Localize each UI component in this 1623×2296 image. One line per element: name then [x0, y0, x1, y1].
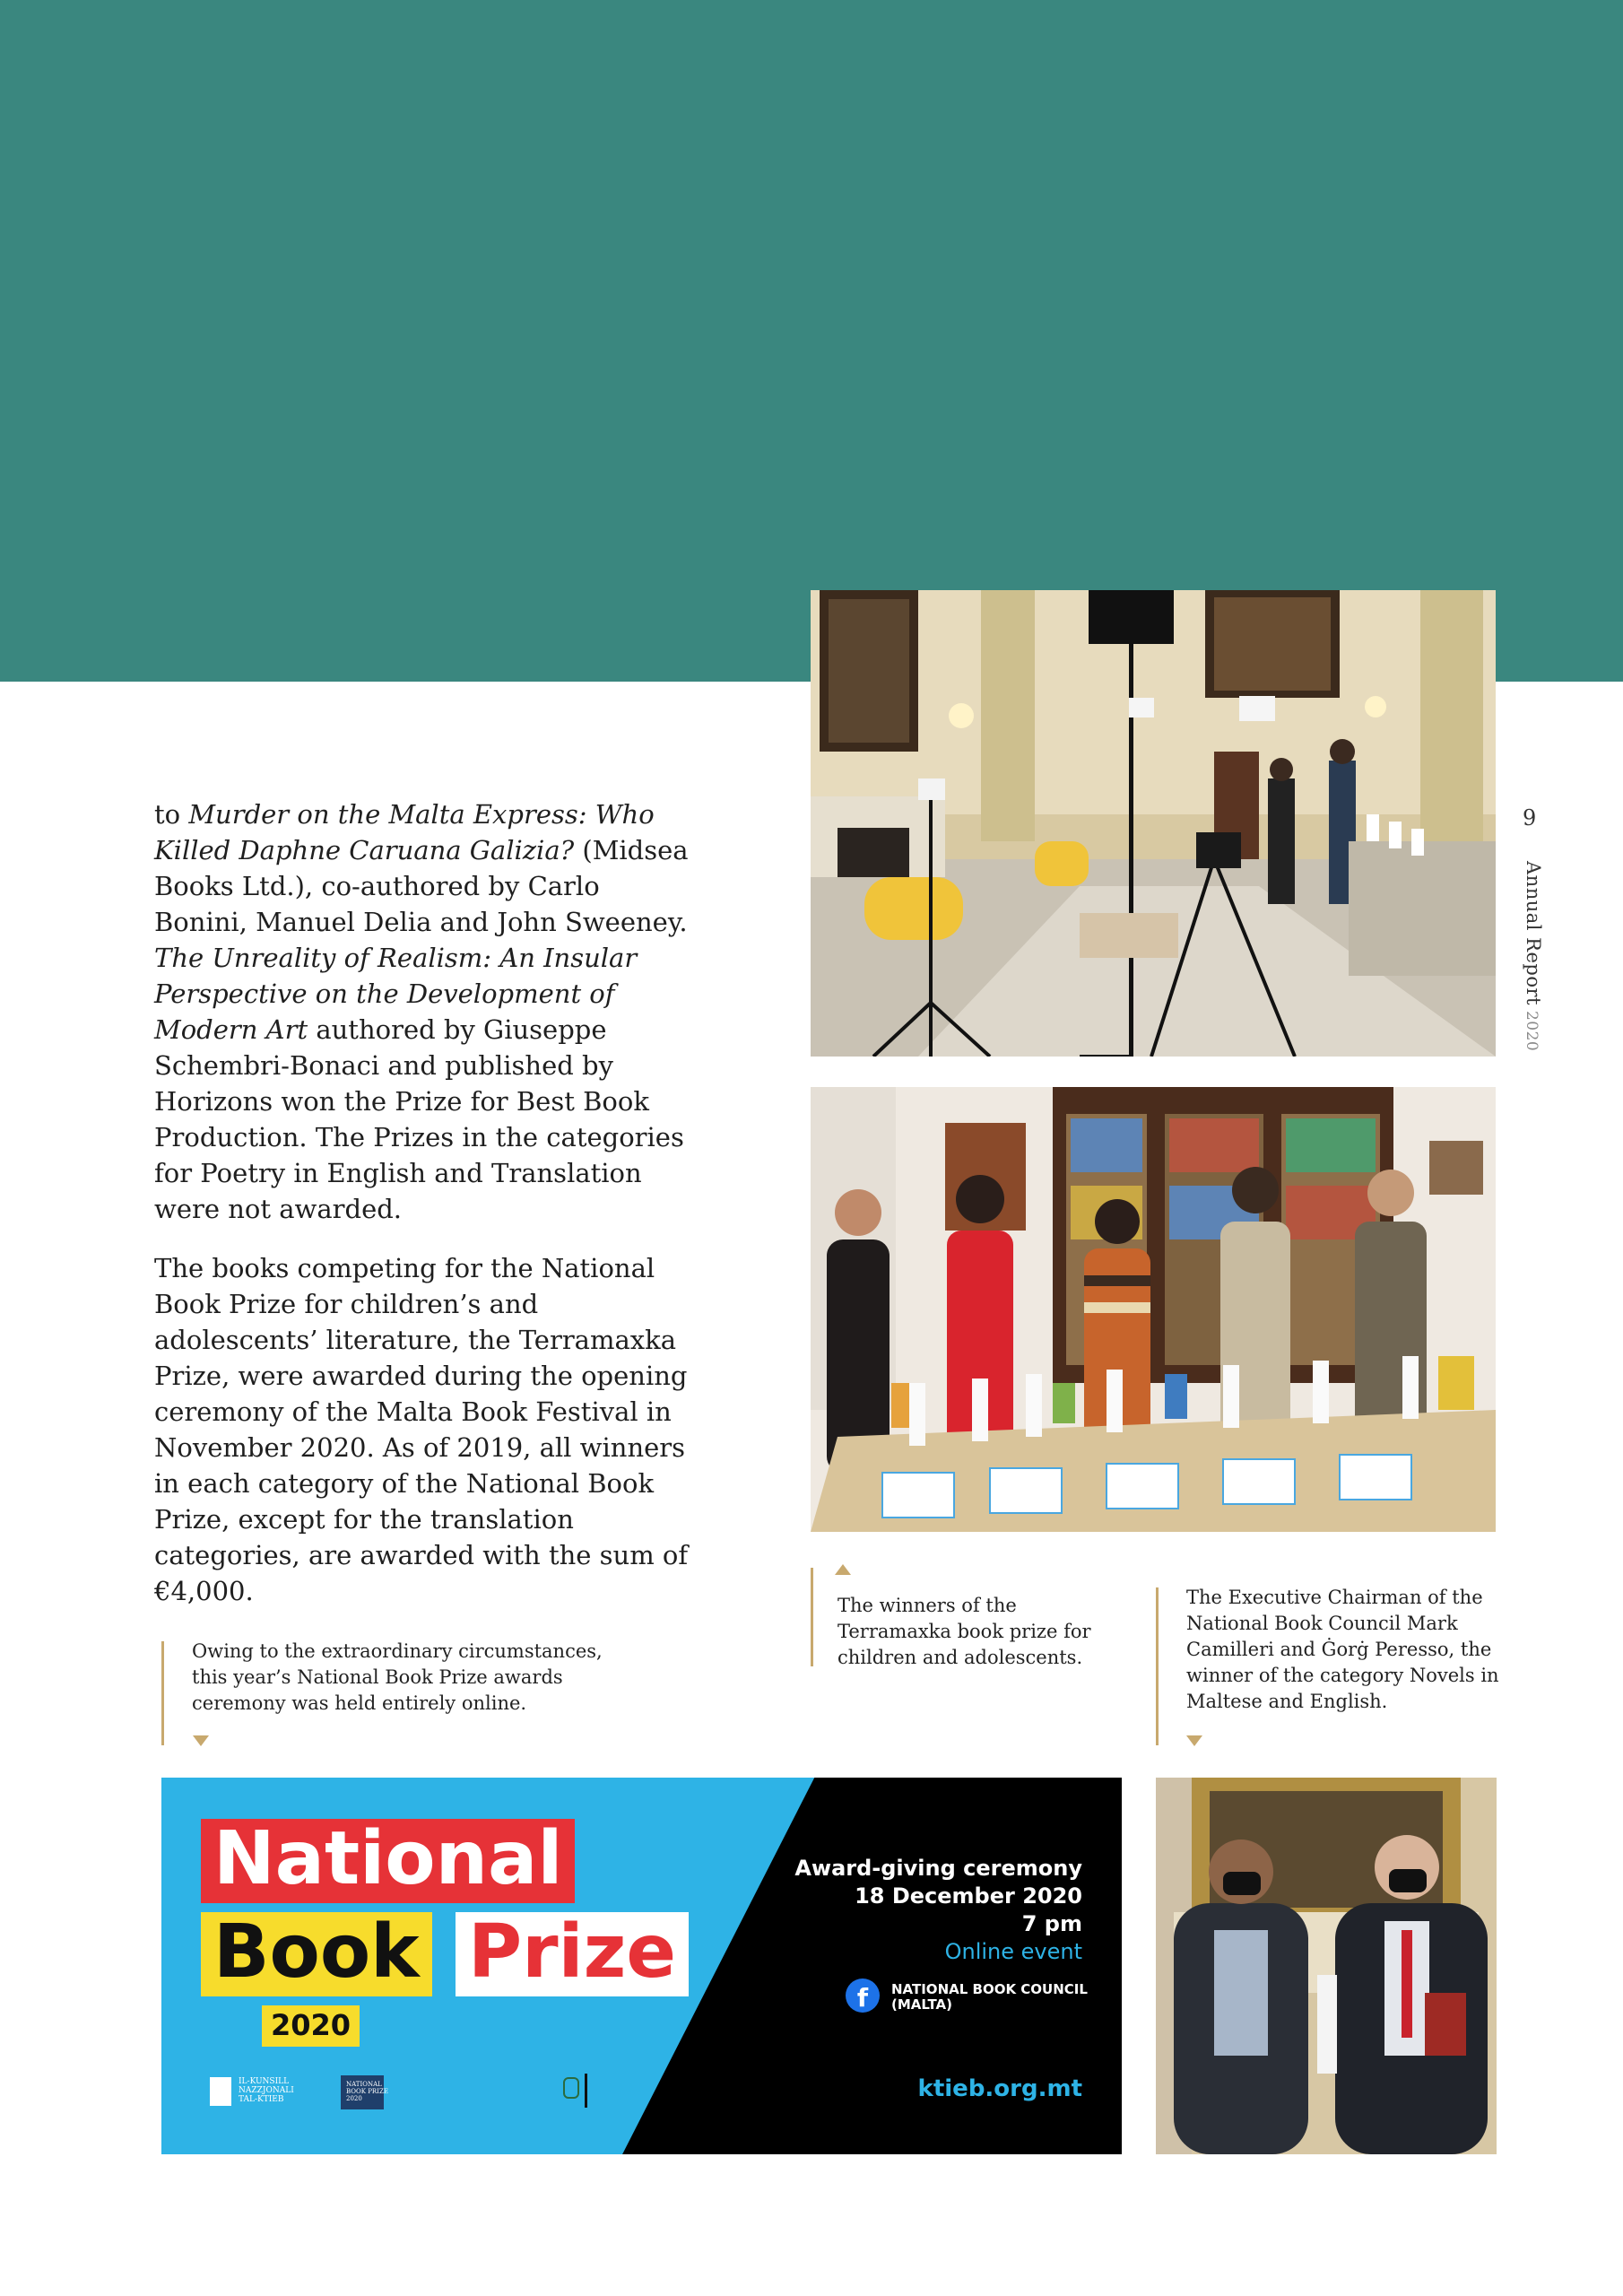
- running-title-text: Annual Report: [1523, 861, 1544, 1005]
- executive-chairman-photo: [1156, 1778, 1497, 2154]
- body-paragraph-1: [154, 796, 692, 1227]
- poster-event-mode: Online event: [944, 1939, 1082, 1964]
- poster-event-info: [794, 1855, 1082, 1966]
- caption-bar-winners: [811, 1568, 813, 1666]
- logo-council-line-1: IL-KUNSILL: [239, 2077, 290, 2086]
- terramaxka-winners-photo: [811, 1087, 1496, 1532]
- caption-arrow-up-icon: [835, 1564, 851, 1575]
- p1-book-title-unreality: The Unreality of Realism: An Insular Perspective on the Development of Modern Art: [154, 943, 638, 1045]
- poster-logo-council: [239, 2077, 294, 2104]
- body-text: [154, 796, 692, 1632]
- logo-council-line-3: TAL-KTIEB: [239, 2095, 284, 2104]
- header-band: [0, 0, 1623, 682]
- poster-logo-prize: [346, 2081, 388, 2102]
- caption-bar-online: [161, 1641, 164, 1745]
- poster-year: 2020: [262, 2005, 360, 2047]
- logo-council-line-2: NAZZJONALI: [239, 2086, 294, 2095]
- logo-prize-line-2: BOOK PRIZE: [346, 2088, 388, 2095]
- caption-arrow-down-icon: [1186, 1735, 1202, 1746]
- p1-book-title-murder: Murder on the Malta Express: Who Killed Daphne Caruana Galizia?: [154, 799, 655, 865]
- poster-council-line-2: (MALTA): [891, 1996, 952, 2013]
- caption-arrow-down-icon: [193, 1735, 209, 1746]
- body-paragraph-2: The books competing for the National Book Prize for children’s and adolescents’ literature, the Terramaxka Prize, were awarded during the opening ceremony of the Malta Book Festival in November 2020. As of 2019, all winners in each category of the National Book Prize, except for the translation categories, are awarded with the sum of €4,000.: [154, 1253, 689, 1606]
- caption-executive-chairman: The Executive Chairman of the National Book Council Mark Camilleri and Ġorġ Peresso, the winner of the category Novels in Maltese and English.: [1186, 1587, 1499, 1712]
- poster-council-name: [891, 1982, 1088, 2013]
- poster-word-book: Book: [201, 1912, 432, 1996]
- running-title-year: 2020: [1523, 1010, 1541, 1052]
- poster-event-time: 7 pm: [1021, 1911, 1082, 1936]
- studio-setup-photo: [811, 590, 1496, 1057]
- page-number: 9: [1523, 805, 1537, 831]
- poster-event-date: 18 December 2020: [855, 1883, 1082, 1909]
- emblem-divider: [585, 2074, 587, 2108]
- logo-prize-line-3: 2020: [346, 2095, 362, 2102]
- caption-online-ceremony: Owing to the extraordinary circumstances, this year’s National Book Prize awards ceremony was held entirely online.: [192, 1640, 603, 1714]
- poster-event-label: Award-giving ceremony: [794, 1856, 1082, 1881]
- poster-word-national: National: [201, 1819, 575, 1903]
- caption-terramaxka-winners: The winners of the Terramaxka book prize for children and adolescents.: [838, 1595, 1091, 1668]
- poster-word-prize: Prize: [456, 1912, 689, 1996]
- poster-website: ktieb.org.mt: [917, 2075, 1082, 2102]
- facebook-icon: f: [846, 1979, 880, 2013]
- caption-bar-chairman: [1156, 1587, 1159, 1745]
- p1-text-a: to: [154, 799, 189, 830]
- malta-emblem-icon: [563, 2077, 579, 2099]
- book-logo-icon: [210, 2077, 231, 2106]
- running-title: [1523, 861, 1544, 1051]
- p1-text-b: (Midsea Books Ltd.), co-authored by Carlo Bonini, Manuel Delia and John Sweeney.: [154, 835, 689, 937]
- p1-text-c: authored by Giuseppe Schembri-Bonaci and published by Horizons won the Prize for Best Book Production. The Prizes in the categories for Poetry in English and Translation were not awarded.: [154, 1014, 684, 1224]
- national-book-prize-poster: [161, 1778, 1122, 2154]
- poster-council-line-1: NATIONAL BOOK COUNCIL: [891, 1981, 1088, 1997]
- logo-prize-line-1: NATIONAL: [346, 2081, 382, 2088]
